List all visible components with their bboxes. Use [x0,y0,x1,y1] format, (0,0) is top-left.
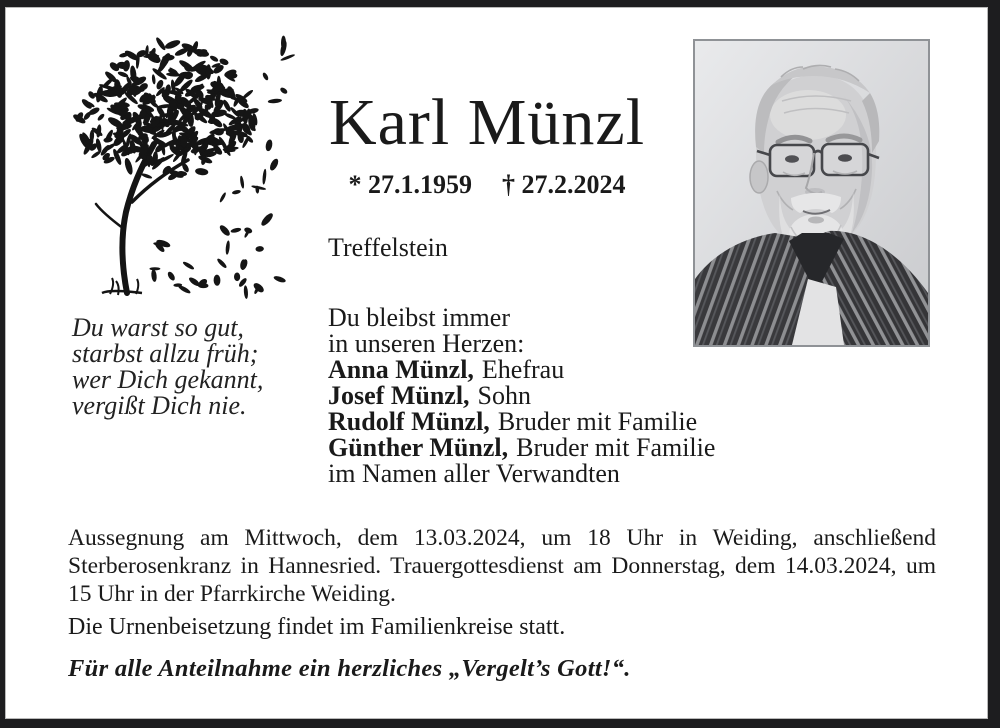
place-of-residence: Treffelstein [328,233,448,262]
mourner-name: Anna Münzl, [328,355,474,384]
mourner-name: Rudolf Münzl, [328,407,490,436]
mourner-name: Josef Münzl, [328,381,470,410]
mourner-relation: Bruder mit Familie [497,407,698,436]
tree-illustration-icon [52,22,300,307]
mourners-intro-line: Du bleibst immer [328,303,510,332]
portrait-photo [693,39,930,347]
thanks-line: Für alle Anteilnahme ein herzliches „Vergelt’s Gott!“. [68,655,631,682]
burial-announcement: Die Urnenbeisetzung findet im Familienkreise statt. [68,614,566,640]
mourner-name: Günther Münzl, [328,433,509,462]
mourner-row [328,383,715,409]
mourner-row [328,435,715,461]
mourners-intro-line: in unseren Herzen: [328,329,525,358]
life-dates [300,170,674,200]
mourner-row [328,357,715,383]
poem-line: vergißt Dich nie. [72,391,247,420]
birth-date: * 27.1.1959 [348,170,472,199]
mourner-relation: Bruder mit Familie [516,433,716,462]
death-date: † 27.2.2024 [502,170,626,199]
mourner-row [328,409,715,435]
poem-line: wer Dich gekannt, [72,365,264,394]
mourners-list [328,305,715,487]
poem-line: Du warst so gut, [72,313,244,342]
deceased-name: Karl Münzl [328,86,646,159]
mourner-relation: Ehefrau [481,355,565,384]
memorial-poem [72,315,263,419]
service-announcement: Aussegnung am Mittwoch, dem 13.03.2024, um 18 Uhr in Weiding, anschließend Sterberosenkranz in Hannesried. Trauergottesdienst am Donnerstag, dem 14.03.2024, um 15 Uhr in der Pfarrkirche Weiding. [68,525,936,607]
mourners-outro-line: im Namen aller Verwandten [328,459,620,488]
mourner-relation: Sohn [477,381,532,410]
poem-line: starbst allzu früh; [72,339,259,368]
